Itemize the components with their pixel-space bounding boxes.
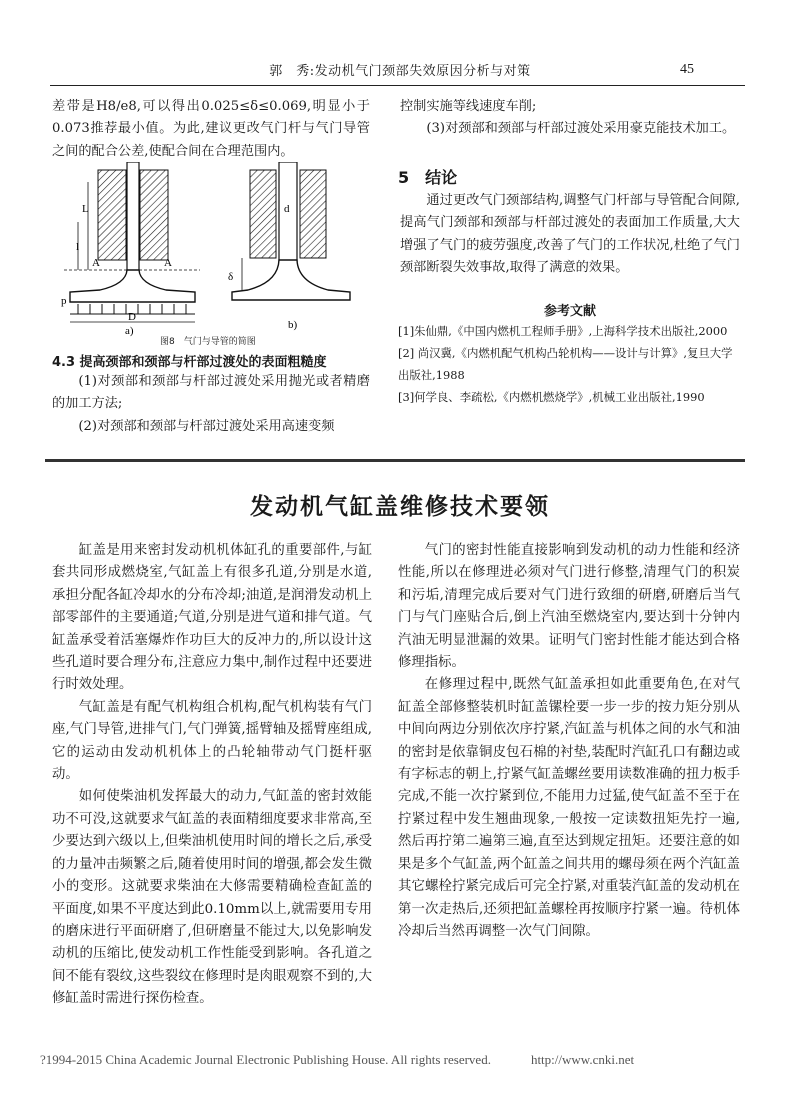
reference-item: [1]朱仙鼎,《中国内燃机工程师手册》,上海科学技术出版社,2000 — [398, 324, 728, 338]
references-title: 参考文献 — [543, 304, 596, 319]
page-number: 45 — [680, 62, 694, 77]
article-title: 发动机气缸盖维修技术要领 — [250, 494, 550, 520]
figure-caption: 图8 气门与导管的简图 — [160, 337, 256, 347]
article-divider — [45, 459, 745, 462]
section-heading: 5 结论 — [398, 168, 458, 187]
figure-b-label: b) — [288, 319, 298, 331]
paragraph: 通过更改气门颈部结构,调整气门杆部与导管配合间隙,提高气门颈部和颈部与杆部过渡处的表面加工作质量,大大增强了气门的疲劳强度,改善了气门的工作状况,杜绝了气门颈部断裂失效事故,取得了满意的效果。 — [400, 193, 740, 276]
figure-a — [64, 162, 200, 322]
subsection-heading: 4.3 提高颈部和颈部与杆部过渡处的表面粗糙度 — [52, 355, 327, 370]
reference-item: [3]何学良、李疏松,《内燃机燃烧学》,机械工业出版社,1990 — [398, 390, 705, 404]
list-item: (1)对颈部和颈部与杆部过渡处采用抛光或者精磨的加工方法; — [52, 374, 370, 412]
conclusion — [400, 190, 740, 280]
paragraph: 在修理过程中,既然气缸盖承担如此重要角色,在对气缸盖全部修整装机时缸盖镙栓要一步一步的按力矩分别从中间向两边分别依次序拧紧,汽缸盖与机体之间的水气和油的密封是依靠铜皮包石棉的衬垫,装配时汽缸孔口有翻边或有字标志的朝上,拧紧气缸盖螺丝要用读数准确的扭力板手完成,不能一次拧紧到位,不能用力过猛,使气缸盖不至于在拧紧过程中发生翘曲现象,一般按一定读数扭矩先拧一遍,然后再拧第二遍第三遍,直至达到规定扭矩。还要注意的如果是多个气缸盖,两个缸盖之间共用的螺母须在两个汽缸盖其它螺栓拧紧完成后可完全拧紧,对重装汽缸盖的发动机在第一次走热后,还须把缸盖螺栓再按顺序拧紧一遍。待机体冷却后当然再调整一次气门间隙。 — [398, 677, 740, 939]
header-rule — [50, 85, 745, 86]
paragraph: 气缸盖是有配气机构组合机构,配气机构装有气门座,气门导管,进排气门,气门弹簧,摇臂轴及摇臂座组成,它的运动由发动机机体上的凸轮轴带动气门挺杆驱动。 — [52, 699, 372, 783]
label-d-small: d — [284, 203, 290, 215]
paragraph: 缸盖是用来密封发动机机体缸孔的重要部件,与缸套共同形成燃烧室,气缸盖上有很多孔道,分别是水道,承担分配各缸冷却水的分布冷却;油道,是润滑发动机上部零部件的主要通道;气道,分别是进气道和排气道。气缸盖承受着活塞爆炸作功巨大的反冲力的,所以设计这些孔道时要合理分布,注意应力集中,制作过程中还要进行时效处理。 — [52, 543, 372, 693]
copyright-text: ?1994-2015 China Academic Journal Electronic Publishing House. All rights reserved. — [40, 1052, 491, 1067]
label-A-right: A — [164, 257, 172, 269]
figure-b — [232, 162, 350, 300]
label-A-left: A — [92, 257, 100, 269]
label-l: l — [76, 241, 80, 253]
article-left-column — [52, 540, 372, 1011]
article-right-column — [398, 540, 740, 943]
references-list — [398, 320, 743, 408]
paragraph: 如何使柴油机发挥最大的动力,气缸盖的密封效能功不可没,这就要求气缸盖的表面精细度要求非常高,至少要达到六级以上,但柴油机使用时间的增长之后,承受的力量冲击频繁之后,随着使用时间的增强,都会发生微小的变形。这就要求柴油在大修需要精确检查缸盖的平面度,如果不平度达到此0.10mm以上,就需要用专用的磨床进行平面研磨了,但研磨量不能过大,以免影响发动机的压缩比,使发动机工作性能受到影响。各孔道之间不能有裂纹,这些裂纹在修理时是肉眼观察不到的,大修缸盖时需进行探伤检查。 — [52, 789, 372, 1007]
figure-a-label: a) — [125, 325, 134, 337]
figure-valve-guide — [60, 162, 375, 342]
list-item: (3)对颈部和颈部与杆部过渡处采用豪克能技术加工。 — [426, 121, 736, 137]
reference-item: [2] 尚汉冀,《内燃机配气机构凸轮机构——设计与计算》,复旦大学出版社,1988 — [398, 346, 733, 382]
top-left-para1 — [52, 96, 370, 163]
label-delta: δ — [228, 271, 234, 283]
paragraph: 控制实施等线速度车削; — [400, 99, 537, 114]
label-D: D — [128, 311, 136, 323]
list-item: (2)对颈部和颈部与杆部过渡处采用高速变频 — [78, 418, 335, 434]
top-right-column — [400, 96, 740, 141]
cnki-url: http://www.cnki.net — [530, 1052, 635, 1067]
paragraph: 差带是H8/e8,可以得出0.025≤δ≤0.069,明显小于0.073推荐最小值。为此,建议更改气门杆与气门导管之间的配合公差,使配合间在合理范围内。 — [52, 99, 370, 159]
label-p: p — [61, 295, 67, 307]
label-L: L — [82, 203, 89, 215]
footer — [40, 1052, 780, 1068]
paragraph: 气门的密封性能直接影响到发动机的动力性能和经济性能,所以在修理进必须对气门进行修整,清理气门的积炭和污垢,清理完成后要对气门进行致细的研磨,研磨后当气门与气门座贴合后,倒上汽油至燃烧室内,要达到十分钟内汽油无明显泄漏的效果。证明气门密封性能才能达到合格修理指标。 — [398, 543, 740, 671]
top-left-items — [52, 371, 370, 438]
running-title: 郭 秀:发动机气门颈部失效原因分析与对策 — [269, 64, 531, 79]
valve-guide-diagram — [60, 162, 375, 342]
